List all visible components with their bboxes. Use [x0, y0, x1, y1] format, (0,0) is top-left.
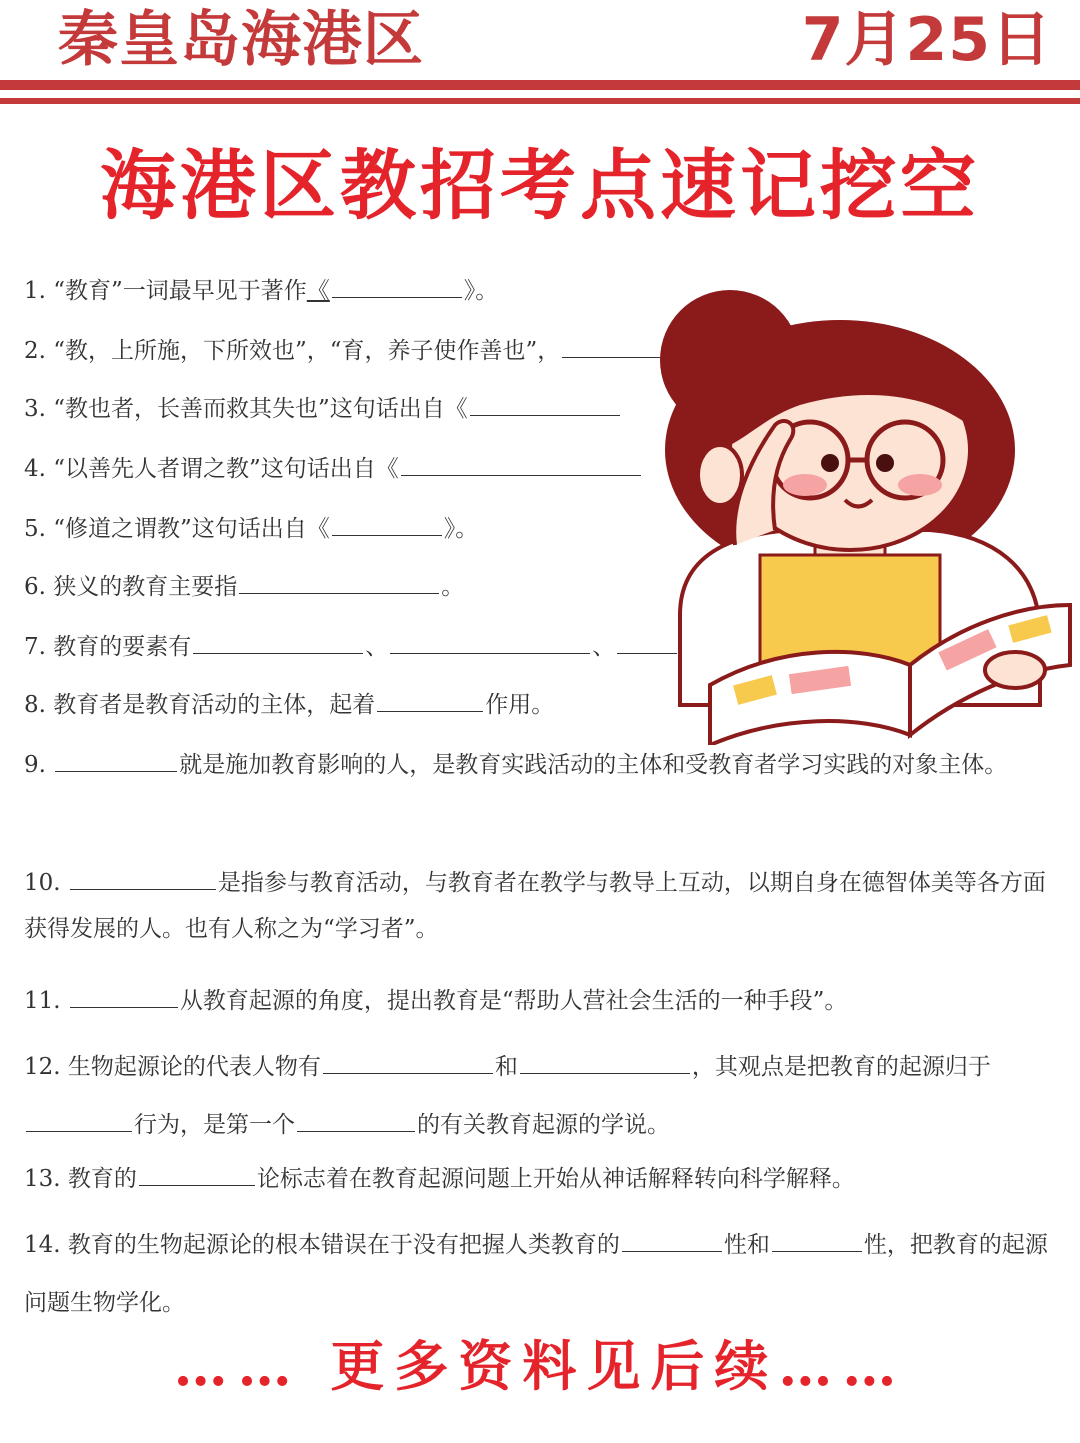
question-text: 。 [441, 574, 465, 600]
question-text: 4. “以善先人者谓之教”这句话出自 [24, 456, 376, 482]
answer-blank[interactable] [470, 391, 620, 416]
question-text: 11. [24, 988, 68, 1014]
question-text: 》。 [443, 516, 479, 542]
question-13 [24, 1156, 855, 1202]
question-4 [24, 446, 643, 492]
question-text: 《 [306, 278, 330, 304]
question-text: 行为，是第一个 [134, 1112, 295, 1138]
question-5 [24, 506, 478, 552]
question-text: 《 [375, 456, 399, 482]
question-text: 《 [444, 396, 468, 422]
question-text: 就是施加教育影响的人，是教育实践活动的主体和受教育者学习实践的对象主体。 [179, 752, 1008, 778]
question-text: 7. 教育的要素有 [24, 634, 192, 660]
answer-blank[interactable] [401, 451, 641, 476]
question-text: 12. 生物起源论的代表人物有 [24, 1054, 321, 1080]
question-text: 和 [494, 1054, 518, 1080]
header-divider-thin [0, 98, 1080, 104]
answer-blank[interactable] [332, 273, 462, 298]
question-8 [24, 682, 554, 728]
header-location: 秦皇岛海港区 [58, 5, 424, 75]
answer-blank[interactable] [193, 629, 363, 654]
question-text: 5. “修道之谓教”这句话出自 [24, 516, 307, 542]
answer-blank[interactable] [323, 1049, 493, 1074]
separator: 、 [365, 634, 389, 660]
question-14 [24, 1216, 1054, 1332]
answer-blank[interactable] [239, 569, 439, 594]
question-text: 2. “教，上所施，下所效也”，“育，养子使作善也”， [24, 338, 561, 364]
header-divider-thick [0, 80, 1080, 90]
question-9 [24, 742, 1054, 788]
question-text: 8. 教育者是教育活动的主体，起着 [24, 692, 376, 718]
header [0, 0, 1080, 110]
answer-blank[interactable] [332, 511, 442, 536]
question-text: 性，把教育的起源问题生物学化。 [24, 1232, 1048, 1316]
question-text: 1. “教育”一词最早见于著作 [24, 278, 307, 304]
answer-blank[interactable] [139, 1161, 255, 1186]
question-text: ，其观点是把教育的起源归于 [691, 1054, 991, 1080]
answer-blank[interactable] [520, 1049, 690, 1074]
question-text: 14. 教育的生物起源论的根本错误在于没有把握人类教育的 [24, 1232, 620, 1258]
page-title: 海港区教招考点速记挖空 [100, 141, 980, 230]
question-text: 作用。 [485, 692, 555, 718]
answer-blank[interactable] [377, 687, 483, 712]
answer-blank[interactable] [297, 1107, 415, 1132]
question-text: 性和 [723, 1232, 770, 1258]
question-text: 3. “教也者，长善而救其失也”这句话出自 [24, 396, 445, 422]
question-7 [24, 624, 679, 670]
separator: 、 [592, 634, 616, 660]
girl-reading-book-icon [640, 285, 1080, 745]
answer-blank[interactable] [70, 983, 178, 1008]
question-text: 论标志着在教育起源问题上开始从神话解释转向科学解释。 [256, 1166, 855, 1192]
question-text: 》。 [463, 278, 499, 304]
question-text: 6. 狭义的教育主要指 [24, 574, 238, 600]
question-11 [24, 978, 847, 1024]
question-12 [24, 1038, 1054, 1154]
question-text: 9. [24, 752, 54, 778]
answer-blank[interactable] [55, 747, 177, 772]
question-1 [24, 268, 498, 314]
answer-blank[interactable] [772, 1227, 862, 1252]
answer-blank[interactable] [622, 1227, 722, 1252]
question-text: 10. [24, 870, 68, 896]
answer-blank[interactable] [26, 1107, 132, 1132]
question-3 [24, 386, 622, 432]
answer-blank[interactable] [390, 629, 590, 654]
question-text: 从教育起源的角度，提出教育是“帮助人营社会生活的一种手段”。 [179, 988, 848, 1014]
question-text: 是指参与教育活动，与教育者在教学与教导上互动，以期自身在德智体美等各方面获得发展的人。也有人称之为“学习者”。 [24, 870, 1046, 942]
footer-more-materials: …… 更多资料见后续…… [173, 1334, 907, 1398]
question-text: 的有关教育起源的学说。 [417, 1112, 670, 1138]
answer-blank[interactable] [70, 865, 216, 890]
question-10 [24, 860, 1054, 952]
question-text: 《 [306, 516, 330, 542]
header-date: 7月25日 [801, 5, 1052, 75]
question-text: 13. 教育的 [24, 1166, 137, 1192]
question-6 [24, 564, 464, 610]
